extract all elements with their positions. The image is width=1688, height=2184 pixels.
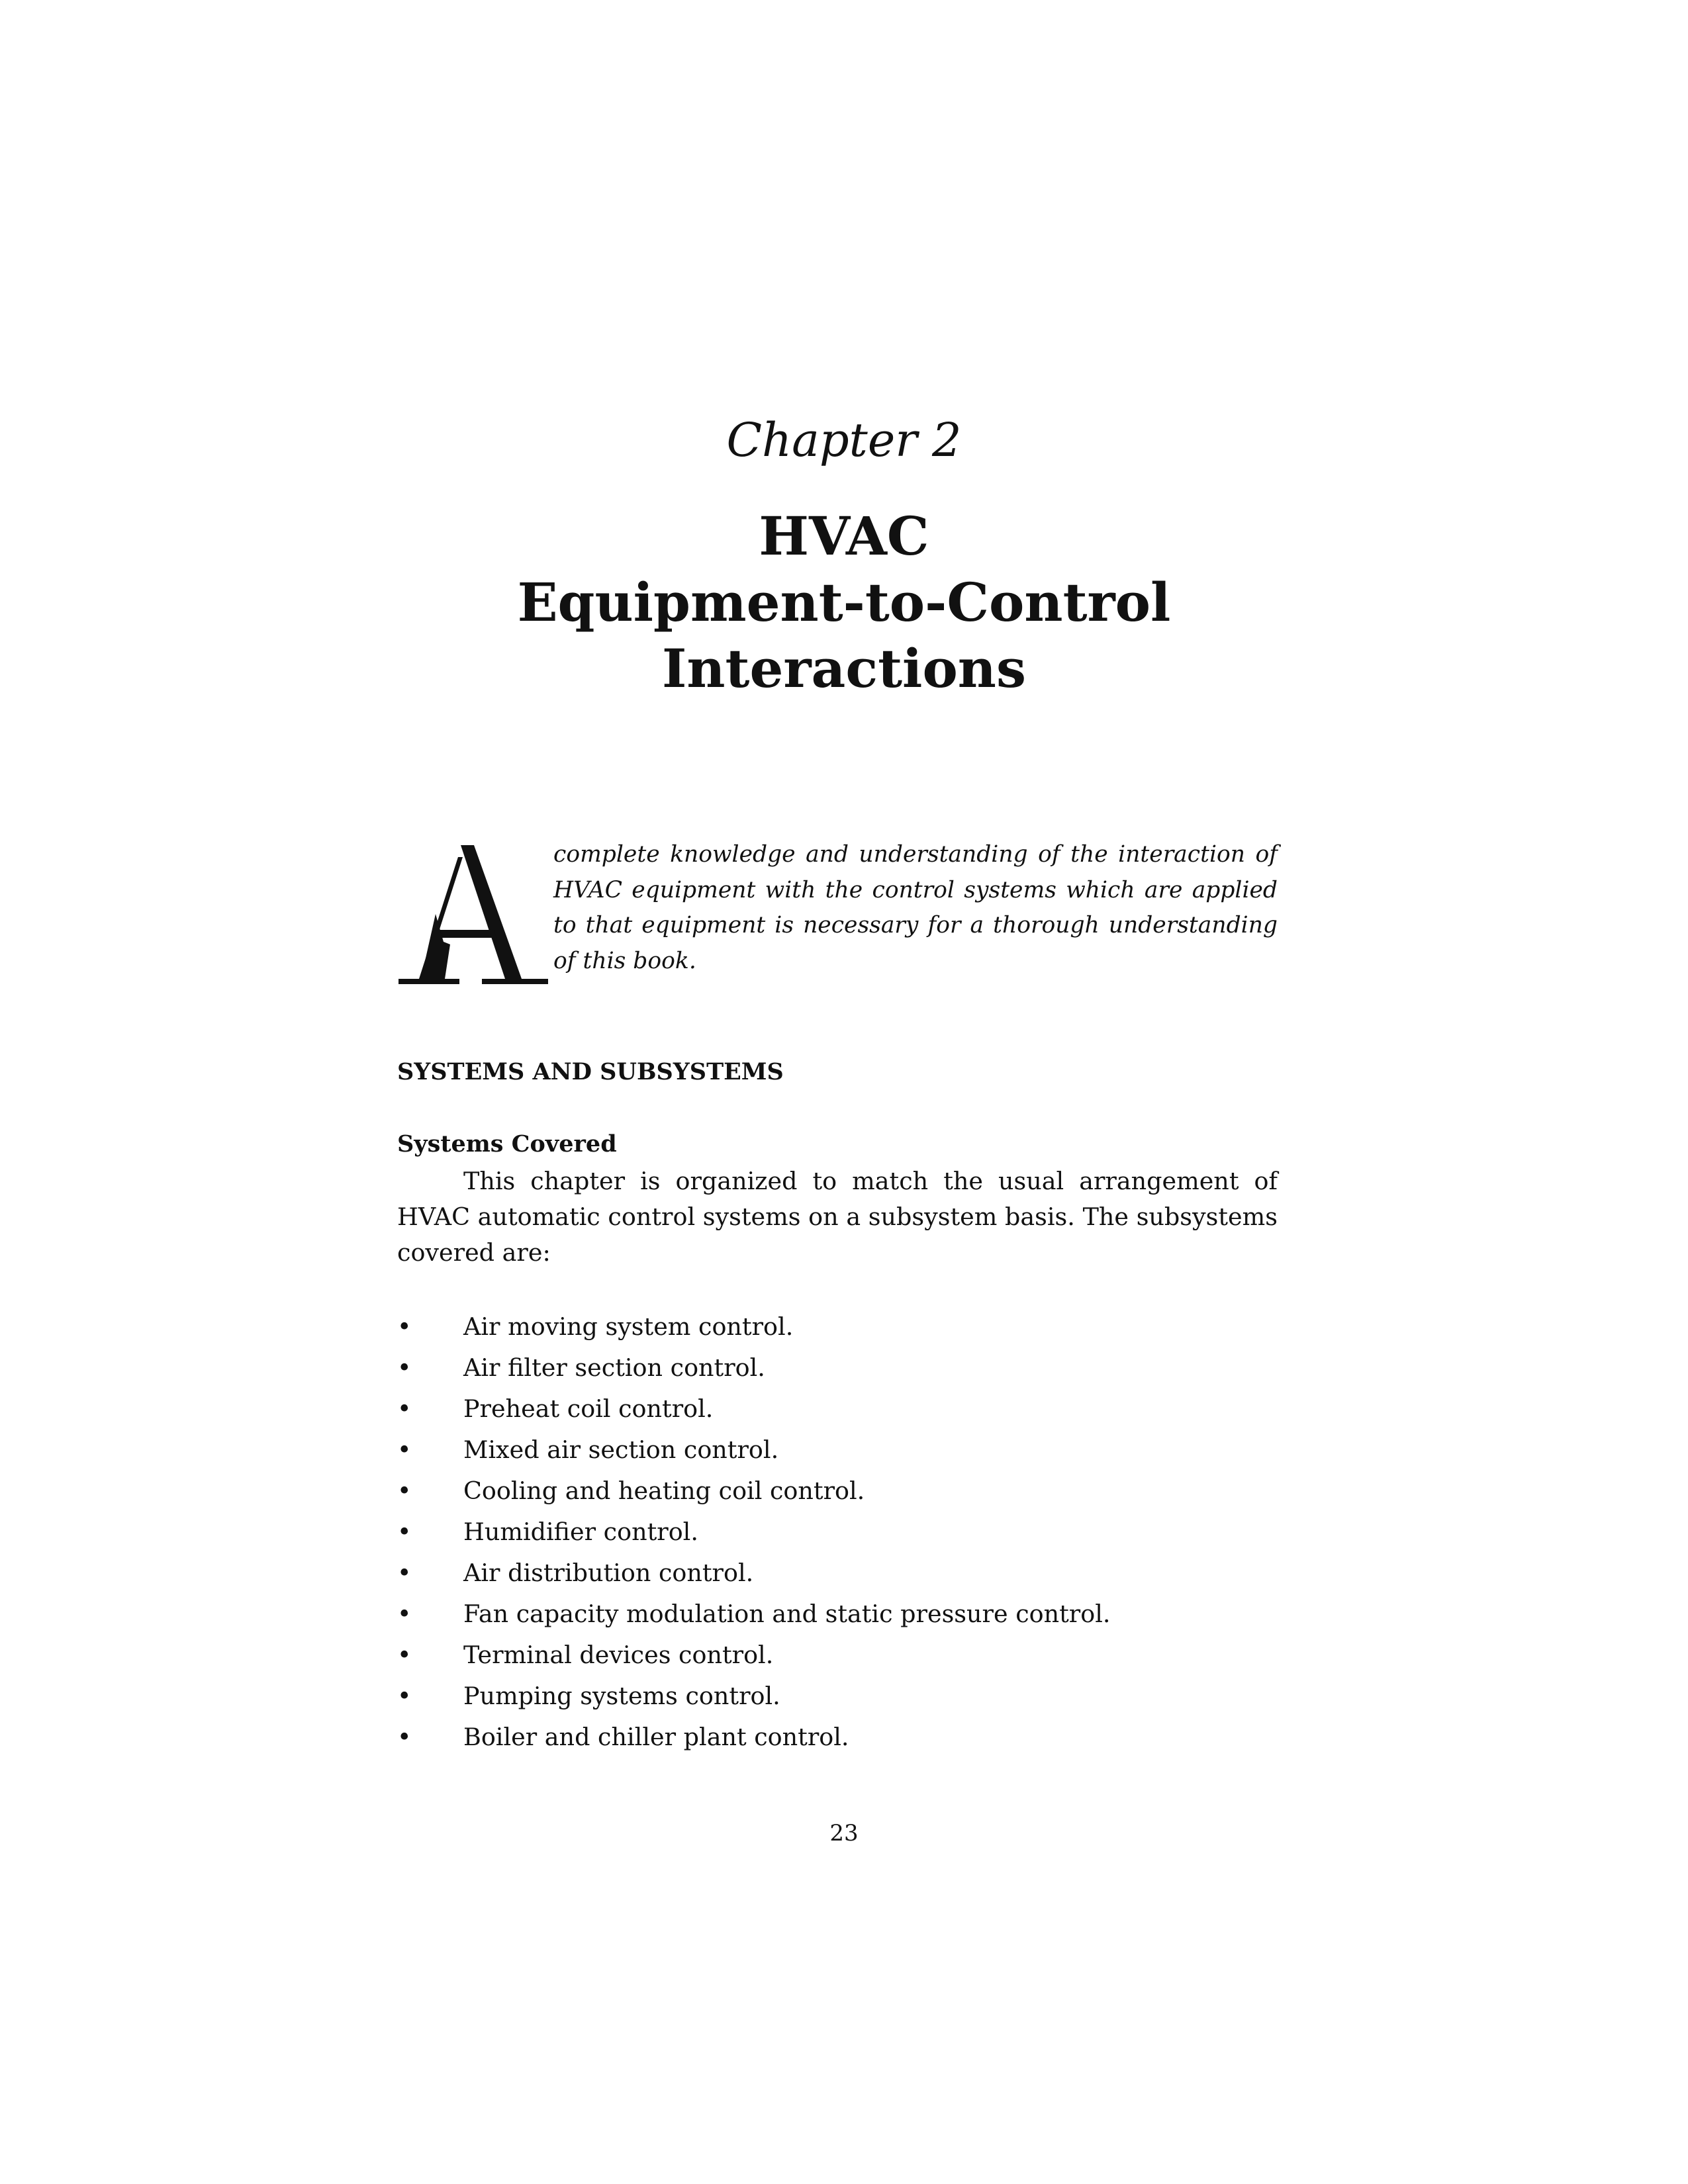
list-item-text: Pumping systems control. (463, 1682, 780, 1710)
list-item (397, 1676, 1278, 1717)
chapter-title-line-1: HVAC (759, 505, 929, 567)
list-item (397, 1553, 1278, 1594)
list-item-text: Air filter section control. (463, 1353, 765, 1382)
chapter-label: Chapter 2 (726, 413, 962, 467)
chapter-title-line-3: Interactions (661, 637, 1027, 700)
section-heading: SYSTEMS AND SUBSYSTEMS (397, 1058, 784, 1085)
list-item-text: Boiler and chiller plant control. (463, 1723, 849, 1751)
bullet-icon: • (397, 1518, 412, 1546)
list-item-text: Terminal devices control. (463, 1641, 774, 1669)
drop-cap-letter (397, 837, 549, 989)
list-item (397, 1388, 1278, 1430)
list-item (397, 1471, 1278, 1512)
chapter-title (0, 503, 1688, 702)
bullet-icon: • (397, 1723, 412, 1751)
list-item (397, 1635, 1278, 1676)
subsection-heading: Systems Covered (397, 1130, 617, 1158)
page-number: 23 (829, 1820, 859, 1846)
list-item (397, 1512, 1278, 1553)
list-item-text: Fan capacity modulation and static pressure control. (463, 1600, 1111, 1628)
chapter-title-line-2: Equipment-to-Control (517, 571, 1171, 633)
bullet-icon: • (397, 1559, 412, 1587)
list-item (397, 1717, 1278, 1758)
list-item-text: Mixed air section control. (463, 1435, 779, 1464)
list-item (397, 1594, 1278, 1635)
bullet-icon: • (397, 1600, 412, 1628)
list-item-text: Air moving system control. (463, 1312, 794, 1341)
list-item-text: Humidifier control. (463, 1518, 698, 1546)
bullet-icon: • (397, 1353, 412, 1382)
list-item-text: Cooling and heating coil control. (463, 1477, 865, 1505)
bullet-icon: • (397, 1641, 412, 1669)
bullet-icon: • (397, 1394, 412, 1423)
list-item (397, 1347, 1278, 1388)
list-item (397, 1306, 1278, 1347)
bullet-icon: • (397, 1682, 412, 1710)
bullet-icon: • (397, 1477, 412, 1505)
subsystem-list (397, 1306, 1278, 1758)
list-item (397, 1430, 1278, 1471)
intro-text: complete knowledge and understanding of the interaction of HVAC equipment with the control systems which are applied to that equipment is necessary for a thorough understanding of this book. (553, 841, 1278, 974)
list-item-text: Air distribution control. (463, 1559, 754, 1587)
bullet-icon: • (397, 1312, 412, 1341)
intro-paragraph (397, 837, 1278, 989)
list-item-text: Preheat coil control. (463, 1394, 714, 1423)
bullet-icon: • (397, 1435, 412, 1464)
body-paragraph: This chapter is organized to match the usual arrangement of HVAC automatic control systems on a subsystem basis. The subsystems covered are: (397, 1167, 1278, 1267)
